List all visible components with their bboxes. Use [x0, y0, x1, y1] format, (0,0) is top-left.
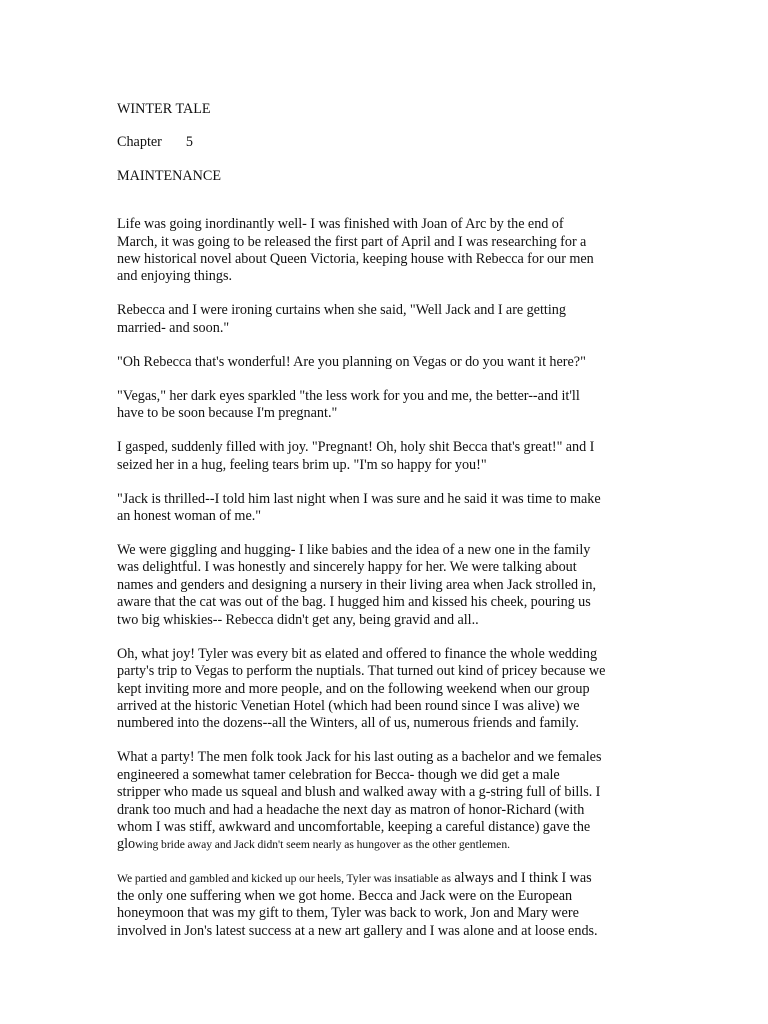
text-line: have to be soon because I'm pregnant." [117, 405, 338, 422]
text-run: always and I think I was [451, 870, 592, 887]
document-page [117, 101, 647, 957]
text-line: We were giggling and hugging- I like babies and the idea of a new one in the family [117, 542, 591, 559]
text-line: Life was going inordinantly well- I was finished with Joan of Arc by the end of [117, 216, 564, 233]
book-title: WINTER TALE [117, 101, 211, 117]
text-line: aware that the cat was out of the bag. I hugged him and kissed his cheek, pouring us [117, 594, 591, 611]
paragraph [117, 749, 647, 853]
paragraph [117, 491, 647, 526]
text-line: drank too much and had a headache the next day as matron of honor-Richard (with [117, 801, 585, 818]
text-line: kept inviting more and more people, and on the following weekend when our group [117, 680, 590, 697]
text-run: glo [117, 836, 136, 853]
text-line: stripper who made us squeal and blush and walked away with a g-string full of bills. I [117, 784, 601, 801]
paragraph [117, 302, 647, 337]
paragraph [117, 388, 647, 423]
text-line: was delightful. I was honestly and sincerely happy for her. We were talking about [117, 559, 577, 576]
paragraph [117, 216, 647, 286]
text-line: involved in Jon's latest success at a new art gallery and I was alone and at loose ends. [117, 922, 598, 939]
text-line: and enjoying things. [117, 268, 233, 285]
text-line: engineered a somewhat tamer celebration for Becca- though we did get a male [117, 766, 560, 783]
text-line: new historical novel about Queen Victoria, keeping house with Rebecca for our men [117, 251, 594, 268]
text-line: honeymoon that was my gift to them, Tyler was back to work, Jon and Mary were [117, 905, 579, 922]
text-line: an honest woman of me." [117, 508, 262, 525]
text-line: Rebecca and I were ironing curtains when she said, "Well Jack and I are getting [117, 302, 566, 319]
text-line [117, 836, 647, 853]
text-line [117, 870, 647, 887]
text-line: party's trip to Vegas to perform the nuptials. That turned out kind of pricey because we [117, 663, 606, 680]
text-line: Oh, what joy! Tyler was every bit as elated and offered to finance the whole wedding [117, 645, 598, 662]
chapter-heading [117, 134, 647, 151]
text-line: the only one suffering when we got home. Becca and Jack were on the European [117, 887, 573, 904]
body-text [117, 216, 647, 854]
paragraph-final [117, 870, 647, 940]
text-line: What a party! The men folk took Jack for his last outing as a bachelor and we females [117, 749, 602, 766]
text-line: "Oh Rebecca that's wonderful! Are you planning on Vegas or do you want it here?" [117, 353, 586, 370]
text-line: arrived at the historic Venetian Hotel (which had been round since I was alive) we [117, 697, 580, 714]
text-line: I gasped, suddenly filled with joy. "Pregnant! Oh, holy shit Becca that's great!" and I [117, 439, 595, 456]
text-line: "Vegas," her dark eyes sparkled "the less work for you and me, the better--and it'll [117, 387, 580, 404]
chapter-number: 5 [185, 134, 194, 151]
paragraph [117, 646, 647, 733]
text-line: seized her in a hug, feeling tears brim up. "I'm so happy for you!" [117, 456, 487, 473]
text-line: whom I was stiff, awkward and uncomfortable, keeping a careful distance) gave the [117, 818, 591, 835]
text-line: "Jack is thrilled--I told him last night when I was sure and he said it was time to make [117, 490, 601, 507]
text-line: March, it was going to be released the first part of April and I was researching for a [117, 233, 587, 250]
text-run: We partied and gambled and kicked up our heels, Tyler was insatiable as [117, 872, 452, 886]
paragraph [117, 439, 647, 474]
paragraph [117, 354, 647, 371]
text-line: married- and soon." [117, 319, 230, 336]
text-run: wing bride away and Jack didn't seem nearly as hungover as the other gentlemen. [135, 838, 511, 852]
section-title: MAINTENANCE [117, 167, 222, 184]
text-line: numbered into the dozens--all the Winters, all of us, numerous friends and family. [117, 715, 579, 732]
text-line: names and genders and designing a nursery in their living area when Jack strolled in, [117, 576, 597, 593]
paragraph [117, 542, 647, 629]
chapter-label: Chapter [117, 134, 162, 151]
text-line: two big whiskies-- Rebecca didn't get any, being gravid and all.. [117, 611, 479, 628]
